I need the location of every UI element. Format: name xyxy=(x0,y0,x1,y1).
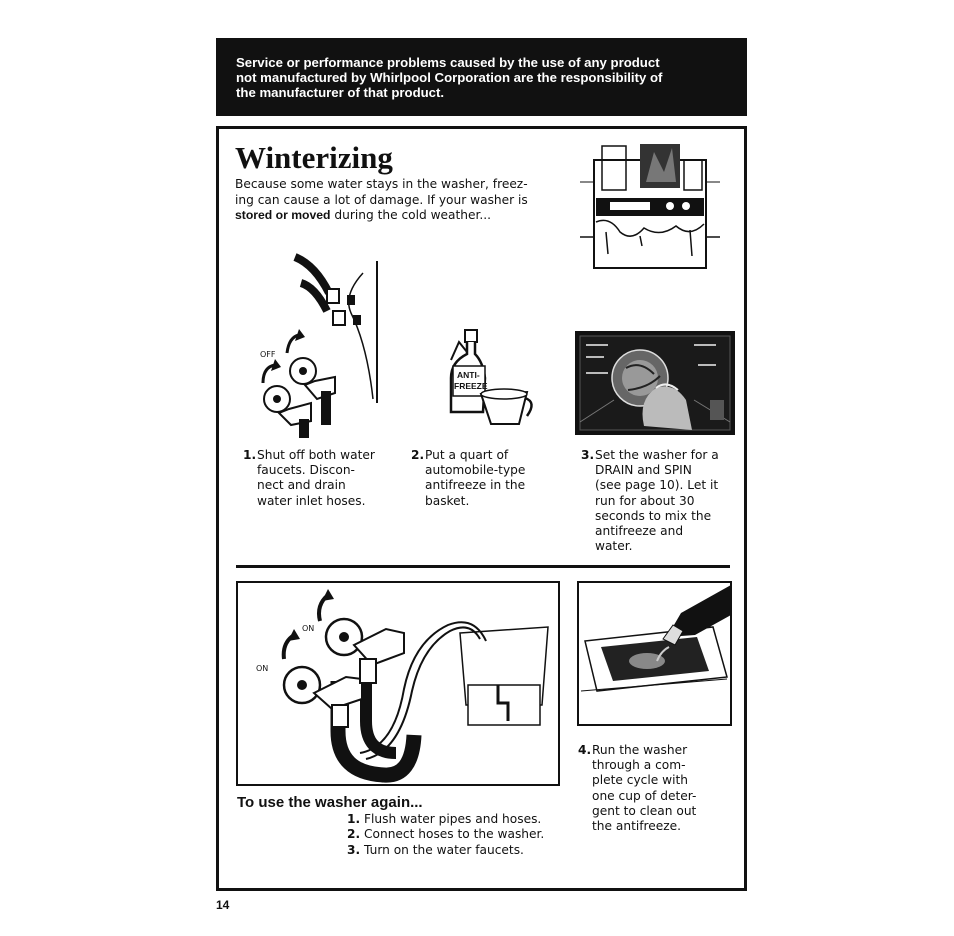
intro-text xyxy=(235,177,575,224)
reuse-item-text: Connect hoses to the washer. xyxy=(364,827,545,842)
step-line: (see page 10). Let it xyxy=(595,478,719,493)
step-line: plete cycle with xyxy=(592,773,689,788)
step-number: 3. xyxy=(581,448,595,462)
faucets-on-illustration xyxy=(236,581,560,786)
stored-washer-illustration xyxy=(580,142,720,270)
step-line: basket. xyxy=(425,493,470,508)
reuse-item-number: 1. xyxy=(347,812,361,826)
section-divider xyxy=(236,565,730,568)
reuse-item xyxy=(347,843,544,858)
notice-line: not manufactured by Whirlpool Corporation are the responsibility of xyxy=(236,70,663,85)
reuse-item-text: Flush water pipes and hoses. xyxy=(364,812,542,826)
step-line: the antifreeze. xyxy=(592,819,682,834)
intro-line xyxy=(235,208,575,224)
step-line: through a com- xyxy=(592,758,686,773)
page-number: 14 xyxy=(216,898,230,912)
step-line: Run the washer xyxy=(592,743,688,757)
intro-line: Because some water stays in the washer, freez- xyxy=(235,177,528,191)
step-line: water inlet hoses. xyxy=(257,493,366,508)
step-line: run for about 30 xyxy=(595,493,695,508)
step-line: one cup of deter- xyxy=(592,788,697,803)
step-line: antifreeze in the xyxy=(425,478,526,493)
step-line: seconds to mix the xyxy=(595,508,712,523)
reuse-item xyxy=(347,827,544,842)
step-line: automobile-type xyxy=(425,463,526,478)
reuse-list xyxy=(347,812,544,858)
step-number: 4. xyxy=(578,743,592,757)
section-title: Winterizing xyxy=(235,140,393,175)
on-label-lower: ON xyxy=(256,664,269,673)
notice-line: the manufacturer of that product. xyxy=(236,85,445,100)
bottle-label-freeze: FREEZE xyxy=(454,381,488,391)
reuse-heading: To use the washer again... xyxy=(237,794,423,811)
step-line: Set the washer for a xyxy=(595,448,719,462)
intro-emphasis: stored or moved xyxy=(235,208,331,222)
step-line: faucets. Discon- xyxy=(257,463,355,478)
step-line: DRAIN and SPIN xyxy=(595,463,692,478)
step-line: Put a quart of xyxy=(425,448,509,462)
add-detergent-illustration xyxy=(577,581,732,726)
notice-line: Service or performance problems caused by the use of any product xyxy=(236,55,660,70)
bottle-label-anti: ANTI- xyxy=(457,370,480,380)
reuse-item-number: 3. xyxy=(347,842,361,857)
step-line: water. xyxy=(595,539,633,554)
faucets-off-illustration xyxy=(255,253,385,438)
antifreeze-bottle-illustration xyxy=(445,328,535,428)
intro-tail: during the cold weather... xyxy=(330,208,492,222)
on-label-upper: ON xyxy=(302,624,315,633)
step-line: gent to clean out xyxy=(592,803,697,818)
step-number: 2. xyxy=(411,448,425,462)
intro-line: ing can cause a lot of damage. If your washer is xyxy=(235,192,528,207)
step-line: Shut off both water xyxy=(257,448,375,462)
off-label: OFF xyxy=(260,350,276,359)
step-line: nect and drain xyxy=(257,478,346,493)
step-number: 1. xyxy=(243,448,257,462)
reuse-item-number: 2. xyxy=(347,827,361,842)
reuse-item xyxy=(347,812,544,827)
control-dial-illustration xyxy=(574,330,736,436)
notice-banner xyxy=(216,38,747,116)
step-line: antifreeze and xyxy=(595,524,684,539)
reuse-item-text: Turn on the water faucets. xyxy=(364,842,524,857)
